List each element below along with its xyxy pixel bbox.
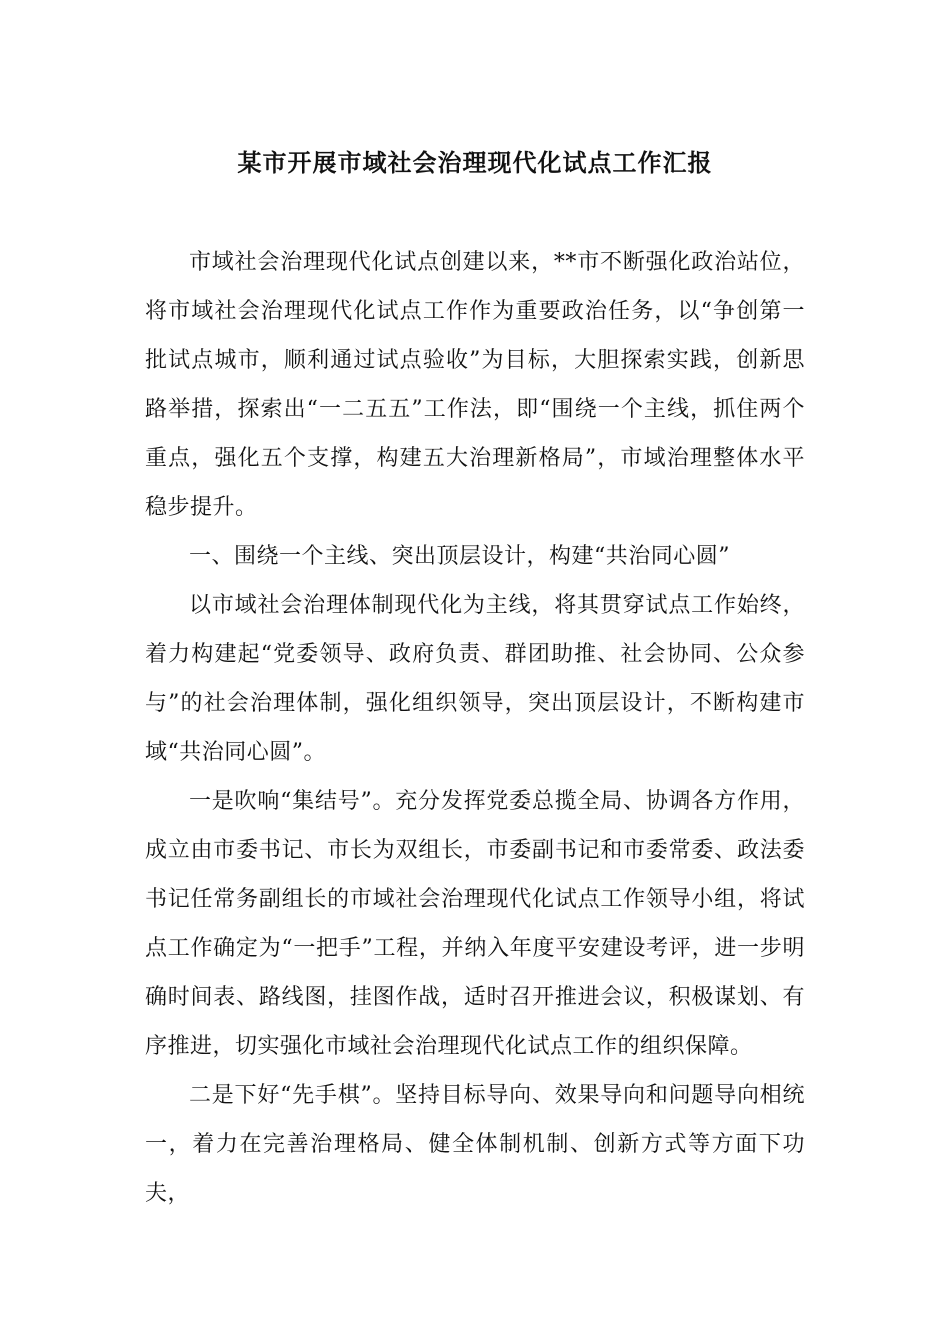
paragraph-section-one: 以市域社会治理体制现代化为主线，将其贯穿试点工作始终，着力构建起“党委领导、政府负责、群团助推、社会协同、公众参与”的社会治理体制，强化组织领导，突出顶层设计，不断构建市域“共治同心圆”。 bbox=[145, 593, 805, 765]
paragraph-point-two: 二是下好“先手棋”。坚持目标导向、效果导向和问题导向相统一，着力在完善治理格局、健全体制机制、创新方式等方面下功夫， bbox=[145, 1083, 805, 1206]
document-title: 某市开展市域社会治理现代化试点工作汇报 bbox=[237, 149, 713, 177]
section-heading-one: 一、围绕一个主线、突出顶层设计，构建“共治同心圆” bbox=[189, 544, 730, 569]
paragraph-point-one: 一是吹响“集结号”。充分发挥党委总揽全局、协调各方作用，成立由市委书记、市长为双组长，市委副书记和市委常委、政法委书记任常务副组长的市域社会治理现代化试点工作领导小组，将试点工作确定为“一把手”工程，并纳入年度平安建设考评，进一步明确时间表、路线图，挂图作战，适时召开推进会议，积极谋划、有序推进，切实强化市域社会治理现代化试点工作的组织保障。 bbox=[145, 789, 805, 1059]
paragraph-intro: 市域社会治理现代化试点创建以来，**市不断强化政治站位，将市域社会治理现代化试点工作作为重要政治任务，以“争创第一批试点城市，顺利通过试点验收”为目标，大胆探索实践，创新思路举措，探索出“一二五五”工作法，即“围绕一个主线，抓住两个重点，强化五个支撑，构建五大治理新格局”，市域治理整体水平稳步提升。 bbox=[145, 250, 805, 520]
document-body bbox=[145, 238, 805, 1218]
